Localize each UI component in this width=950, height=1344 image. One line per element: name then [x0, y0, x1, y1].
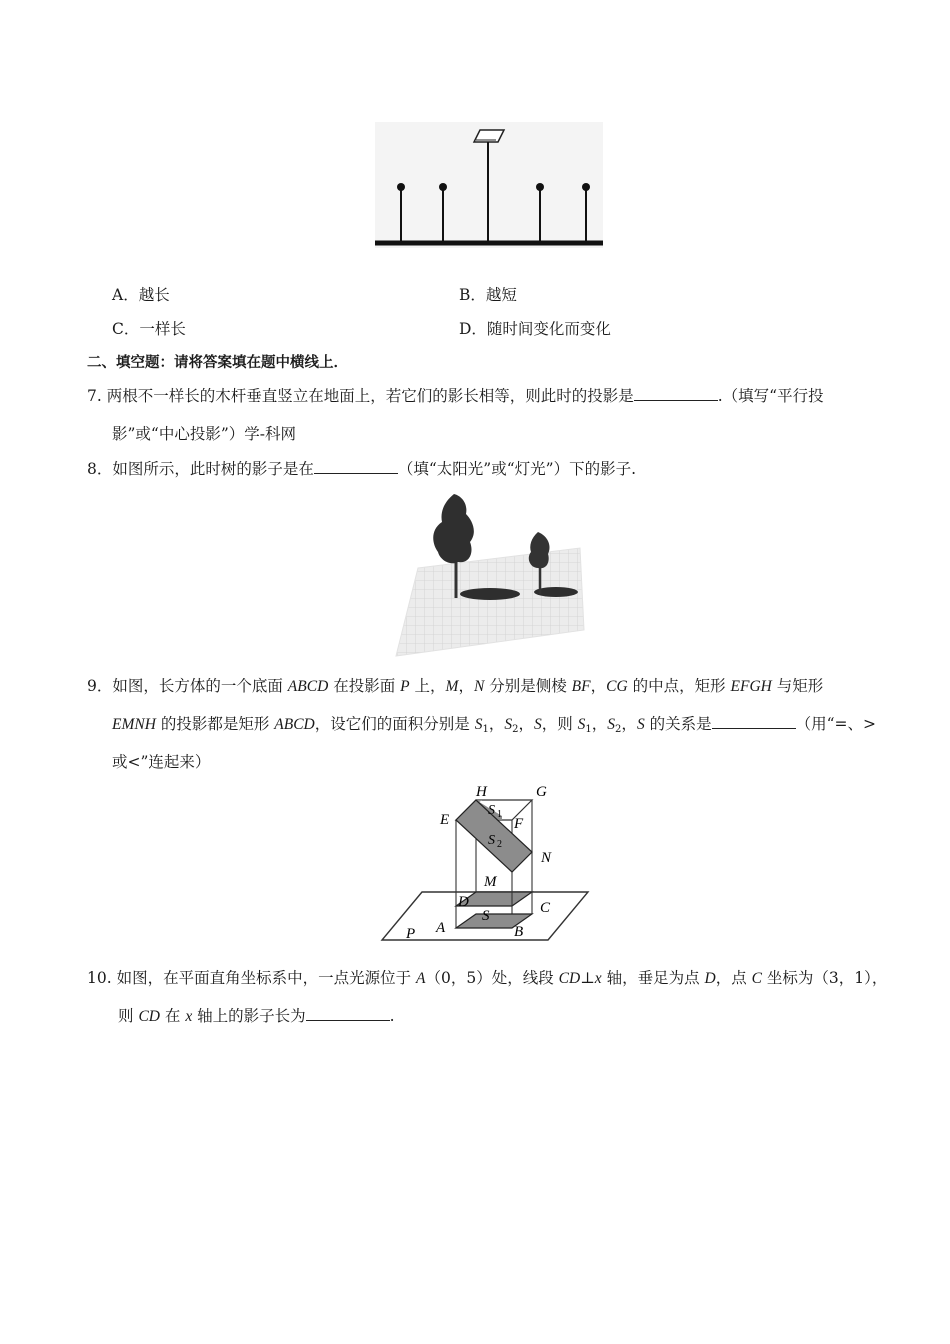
q9-s1b-sub: 1 — [585, 724, 592, 735]
q9-then: ，则 — [541, 715, 578, 733]
q9-abcd: ABCD — [274, 716, 315, 733]
option-b: B．越短 — [459, 286, 517, 304]
q9-relation: 的关系是 — [644, 715, 712, 733]
q10-perp: ⊥ — [580, 969, 595, 987]
q9-line2 — [112, 713, 876, 741]
q9-s: S — [533, 716, 542, 733]
q7-text: 7. 两根不一样长的木杆垂直竖立在地面上，若它们的影长相等，则此时的投影是 — [87, 387, 634, 405]
q10-text-b: 轴，垂足为点 — [601, 969, 705, 987]
q9-line1-seg: ， — [590, 677, 607, 695]
label-s: S — [482, 908, 490, 924]
option-c: C．一样长 — [112, 320, 186, 338]
q9-line1-seg: 分别是侧棱 — [484, 677, 572, 695]
q9-comma: ， — [518, 715, 534, 733]
label-g: G — [536, 784, 547, 800]
label-s1-sub: 1 — [497, 809, 502, 820]
label-p: P — [406, 926, 416, 942]
label-s1: S — [488, 803, 495, 818]
label-h: H — [476, 784, 487, 800]
q8-answer-blank[interactable] — [314, 459, 398, 474]
q9-line3: 或<”连起来） — [112, 753, 211, 771]
ground-plane — [396, 548, 584, 656]
q10-point-a: A — [416, 970, 426, 987]
q9-comma: ， — [591, 715, 608, 733]
q9-line1-seg: 在投影面 — [328, 677, 401, 695]
q9-s2b: S — [607, 716, 616, 733]
q10-text-c: ，点 — [715, 969, 752, 987]
q10-line2 — [118, 1005, 395, 1028]
q9-line1-seg: CG — [606, 678, 628, 695]
q10-on: 在 — [159, 1007, 186, 1025]
trees-shadow-figure — [388, 490, 586, 658]
q9-line1-seg: ， — [458, 677, 474, 695]
q9-line1 — [87, 675, 823, 698]
q9-s2-sub: 2 — [512, 724, 519, 735]
q10-coord-a: （0，5）处，线段 — [425, 969, 559, 987]
q9-line1-seg: 的中点，矩形 — [627, 677, 731, 695]
q7-line1 — [87, 385, 824, 407]
q9-s2b-sub: 2 — [615, 724, 622, 735]
q9-text-d: ，设它们的面积分别是 — [314, 715, 475, 733]
q10-line1 — [87, 967, 887, 990]
q8-line — [87, 458, 636, 480]
pole-2-top — [439, 183, 447, 191]
q9-s1-sub: 1 — [482, 724, 489, 735]
label-n: N — [541, 850, 552, 866]
q10-point-c: C — [751, 970, 762, 987]
label-f: F — [514, 816, 524, 832]
q7-answer-blank[interactable] — [634, 386, 718, 401]
q9-sb: S — [636, 716, 645, 733]
label-c: C — [540, 900, 551, 916]
q10-cd: CD — [558, 970, 581, 987]
q10-text-a: 10. 如图，在平面直角坐标系中，一点光源位于 — [87, 969, 417, 987]
q9-s1: S — [474, 716, 483, 733]
pole-4-top — [582, 183, 590, 191]
q10-end: . — [389, 1007, 395, 1025]
label-d: D — [458, 894, 469, 910]
q9-line1-seg: M — [445, 678, 459, 695]
q9-line1-seg: 上， — [409, 677, 446, 695]
q10-cd2: CD — [138, 1008, 160, 1025]
label-m: M — [484, 874, 497, 890]
q8-suffix: （填“太阳光”或“灯光”）下的影子. — [397, 460, 636, 478]
q9-comma: ， — [621, 715, 637, 733]
q10-text-shadow: 轴上的影子长为 — [192, 1007, 306, 1025]
label-s2: S — [488, 833, 495, 848]
q10-x2: x — [185, 1008, 193, 1025]
option-a: A．越长 — [112, 286, 170, 304]
label-e: E — [440, 812, 450, 828]
q7-line2: 影”或“中心投影”）学-科网 — [112, 425, 297, 443]
q9-line1-seg: P — [400, 678, 410, 695]
label-s2-sub: 2 — [497, 839, 502, 850]
q9-text-b: 的投影都是矩形 — [155, 715, 275, 733]
q7-text-after: .（填写“平行投 — [717, 387, 824, 405]
pole-3-top — [536, 183, 544, 191]
q9-emnh: EMNH — [112, 716, 156, 733]
lamp-poles-figure — [372, 122, 608, 250]
q10-answer-blank[interactable] — [306, 1006, 390, 1021]
pole-1-top — [397, 183, 405, 191]
tree-small-crown — [529, 532, 550, 568]
q9-line1-seg: 与矩形 — [771, 677, 824, 695]
label-a: A — [436, 920, 446, 936]
q9-line1-seg: BF — [571, 678, 591, 695]
q9-line1-seg: N — [473, 678, 485, 695]
section-title: 二、填空题：请将答案填在题中横线上． — [87, 355, 348, 371]
q9-line2-end: （用“=、> — [795, 715, 877, 733]
q8-prefix: 8．如图所示，此时树的影子是在 — [87, 460, 314, 478]
q10-text-d: 坐标为（3，1）， — [762, 969, 888, 987]
cuboid-projection-figure — [378, 776, 594, 946]
label-b: B — [514, 924, 524, 940]
q9-s2: S — [504, 716, 513, 733]
q10-x: x — [594, 970, 602, 987]
q9-line1-seg: EFGH — [730, 678, 772, 695]
tree-large-crown — [433, 494, 474, 563]
q9-line1-seg: 9．如图，长方体的一个底面 — [87, 677, 288, 695]
q9-comma: ， — [488, 715, 505, 733]
q9-line1-seg: ABCD — [287, 678, 329, 695]
shadow-large — [460, 588, 520, 600]
q10-point-d: D — [704, 970, 716, 987]
q9-s1b: S — [577, 716, 586, 733]
q9-answer-blank[interactable] — [712, 714, 796, 729]
option-d: D．随时间变化而变化 — [459, 320, 611, 338]
q10-then: 则 — [118, 1007, 139, 1025]
